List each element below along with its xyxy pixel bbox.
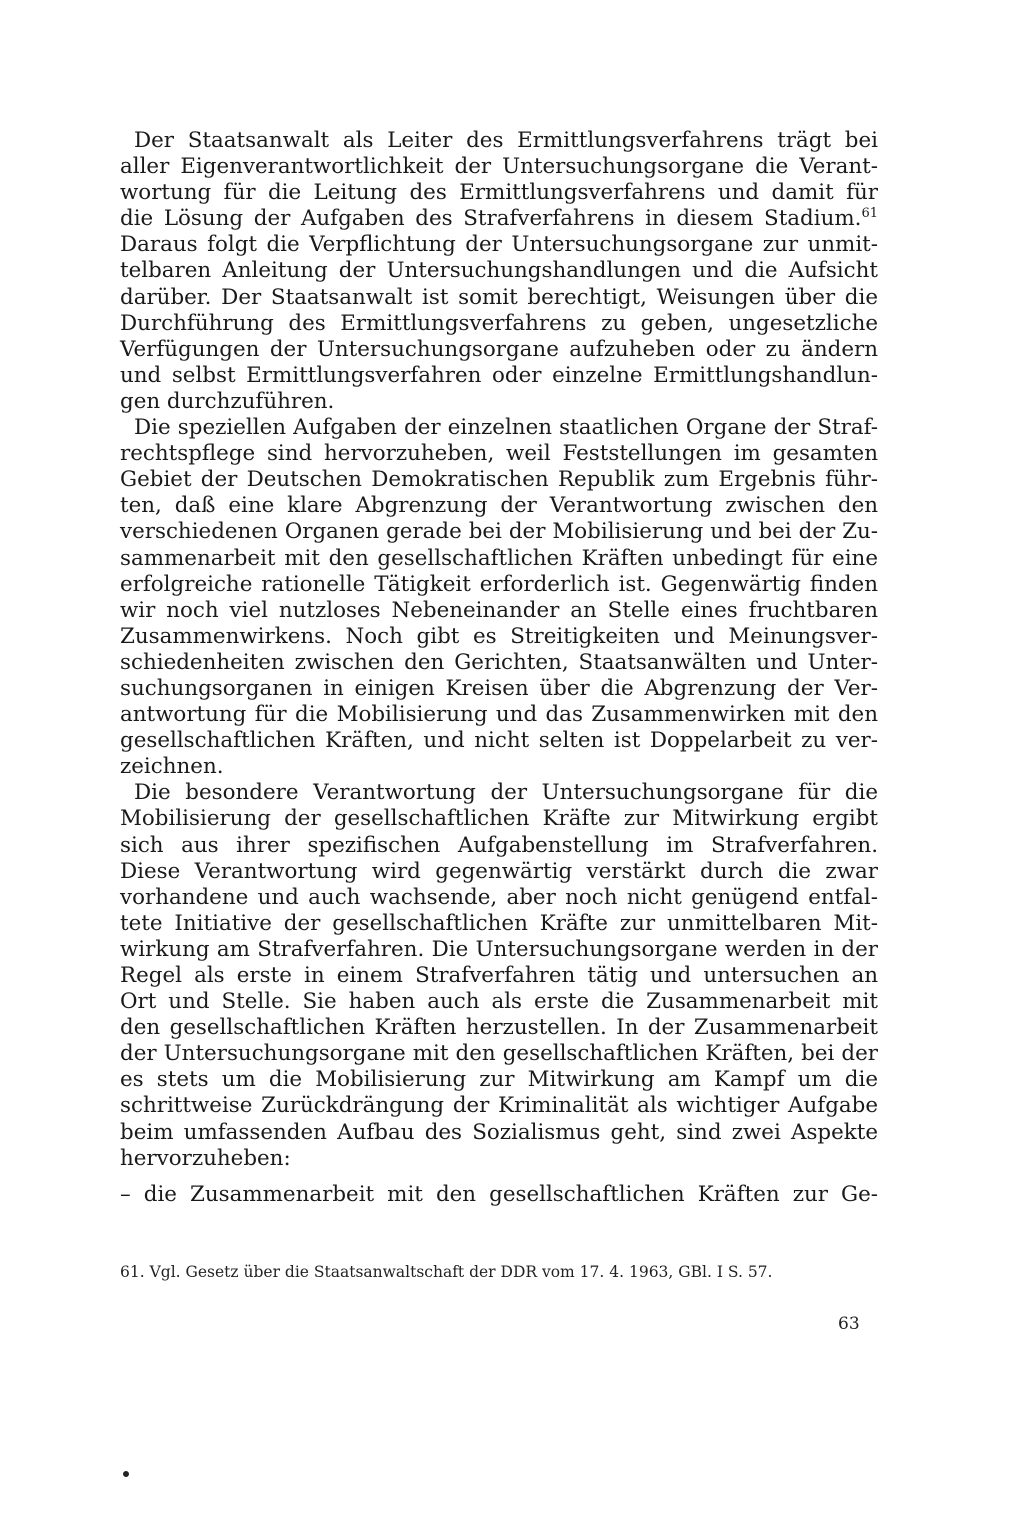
text-line: wirkung am Strafverfahren. Die Untersuchungsorgane werden in der: [120, 936, 878, 962]
footnote-ref[interactable]: 61: [861, 206, 878, 222]
text-line: Gebiet der Deutschen Demokratischen Republik zum Ergebnis führ-: [120, 467, 878, 493]
text-line: den gesellschaftlichen Kräften herzustellen. In der Zusammenarbeit: [120, 1015, 878, 1041]
text-line: antwortung für die Mobilisierung und das Zusammenwirken mit den: [120, 702, 878, 728]
text-line: Die besondere Verantwortung der Untersuchungsorgane für die: [134, 780, 878, 806]
text-line: Daraus folgt die Verpflichtung der Untersuchungsorgane zur unmit-: [120, 232, 878, 258]
paragraph-1: [120, 128, 878, 415]
text-line: Verfügungen der Untersuchungsorgane aufzuheben oder zu ändern: [120, 336, 878, 362]
text-line: Der Staatsanwalt als Leiter des Ermittlungsverfahrens trägt bei: [134, 128, 878, 153]
text-line: sich aus ihrer spezifischen Aufgabenstellung im Strafverfahren.: [120, 832, 878, 858]
text-line: rechtspflege sind hervorzuheben, weil Feststellungen im gesamten: [120, 441, 878, 467]
text-line: vorhandene und auch wachsende, aber noch nicht genügend entfal-: [120, 884, 878, 910]
text-line: telbaren Anleitung der Untersuchungshandlungen und die Aufsicht: [120, 258, 878, 284]
text-line: Die speziellen Aufgaben der einzelnen staatlichen Organe der Straf-: [134, 415, 878, 441]
page-number: 63: [838, 1314, 860, 1334]
text-line: verschiedenen Organen gerade bei der Mobilisierung und bei der Zu-: [120, 519, 878, 545]
text-line: es stets um die Mobilisierung zur Mitwirkung am Kampf um die: [120, 1067, 878, 1093]
paragraph-2: [120, 415, 878, 780]
text-line: aller Eigenverantwortlichkeit der Untersuchungsorgane die Verant-: [120, 154, 878, 180]
text-line-with-footnote: [120, 206, 878, 232]
footnote: 61. Vgl. Gesetz über die Staatsanwaltschaft der DDR vom 17. 4. 1963, GBl. I S. 57.: [120, 1263, 773, 1281]
text-line: ten, daß eine klare Abgrenzung der Verantwortung zwischen den: [120, 493, 878, 519]
text-line: schiedenheiten zwischen den Gerichten, Staatsanwälten und Unter-: [120, 649, 878, 675]
text-line: gesellschaftlichen Kräften, und nicht selten ist Doppelarbeit zu ver-: [120, 728, 878, 754]
text-line: wir noch viel nutzloses Nebeneinander an Stelle eines fruchtbaren: [120, 597, 878, 623]
text-line: und selbst Ermittlungsverfahren oder einzelne Ermittlungshandlun-: [120, 362, 878, 388]
text-line: wortung für die Leitung des Ermittlungsverfahrens und damit für: [120, 180, 878, 206]
text-line: der Untersuchungsorgane mit den gesellschaftlichen Kräften, bei der: [120, 1041, 878, 1067]
text-line: suchungsorganen in einigen Kreisen über die Abgrenzung der Ver-: [120, 675, 878, 701]
text-line: hervorzuheben:: [120, 1145, 291, 1171]
text-line: zeichnen.: [120, 754, 224, 780]
text-line: gen durchzuführen.: [120, 388, 335, 414]
text-line: erfolgreiche rationelle Tätigkeit erforderlich ist. Gegenwärtig finden: [120, 571, 878, 597]
text-line: sammenarbeit mit den gesellschaftlichen Kräften unbedingt für eine: [120, 545, 878, 571]
page-body: [120, 128, 878, 1208]
text-line: tete Initiative der gesellschaftlichen Kräfte zur unmittelbaren Mit-: [120, 910, 878, 936]
text-segment: die Lösung der Aufgaben des Strafverfahrens in diesem Stadium.: [120, 206, 862, 232]
text-line: Ort und Stelle. Sie haben auch als erste die Zusammenarbeit mit: [120, 989, 878, 1015]
text-line: Zusammenwirkens. Noch gibt es Streitigkeiten und Meinungsver-: [120, 623, 878, 649]
paragraph-3: [120, 780, 878, 1171]
text-line: darüber. Der Staatsanwalt ist somit berechtigt, Weisungen über die: [120, 284, 878, 310]
text-line: beim umfassenden Aufbau des Sozialismus geht, sind zwei Aspekte: [120, 1119, 878, 1145]
text-line: Durchführung des Ermittlungsverfahrens zu geben, ungesetzliche: [120, 310, 878, 336]
scan-speck: [123, 1471, 129, 1477]
list-item-text: – die Zusammenarbeit mit den gesellschaftlichen Kräften zur Ge-: [120, 1181, 878, 1207]
list-item: [120, 1182, 878, 1208]
text-line: schrittweise Zurückdrängung der Kriminalität als wichtiger Aufgabe: [120, 1093, 878, 1119]
text-line: Mobilisierung der gesellschaftlichen Kräfte zur Mitwirkung ergibt: [120, 806, 878, 832]
text-line: Regel als erste in einem Strafverfahren tätig und untersuchen an: [120, 963, 878, 988]
text-line: Diese Verantwortung wird gegenwärtig verstärkt durch die zwar: [120, 858, 878, 884]
